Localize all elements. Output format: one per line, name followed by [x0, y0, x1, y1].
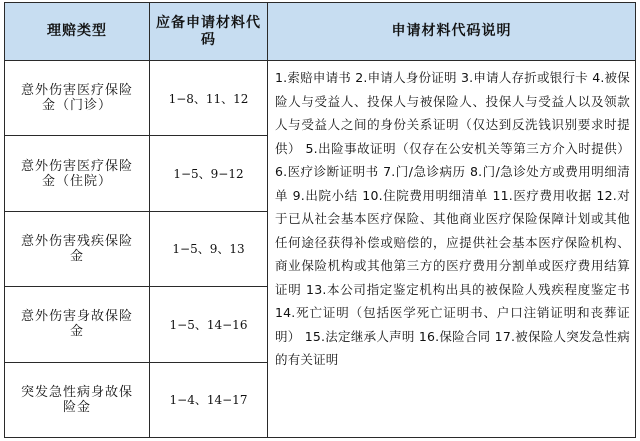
claim-type-cell: 意外伤害身故保险金 [5, 287, 150, 362]
material-code-description: 1.索赔申请书 2.申请人身份证明 3.申请人存折或银行卡 4.被保险人与受益人、投保人与被保险人、投保人与受益人以及领款人与受益人之间的身份关系证明（仅达到反洗钱识别要求时提供） 5.出险事故证明（仅存在公安机关等第三方介入时提供） 6.医疗诊断证明书 7.门/急诊病历 8.门/急诊处方或费用明细清单 9.出院小结 10.住院费用明细清单 11.医疗费用收据 12.对于已从社会基本医疗保险、其他商业医疗保险保障计划或其他任何途径获得补偿或赔偿的，应提供社会基本医疗保险机构、商业保险机构或其他第三方的医疗费用分割单或医疗费用结算证明 13.本公司指定鉴定机构出具的被保险人残疾程度鉴定书 14.死亡证明（包括医学死亡证明书、户口注销证明和丧葬证明） 15.法定继承人声明 16.保险合同 17.被保险人突发急性病的有关证明 [268, 61, 636, 438]
material-codes-cell: 1−4、14−17 [150, 362, 268, 438]
table-row [5, 61, 636, 136]
claim-type-cell: 意外伤害医疗保险金（门诊） [5, 61, 150, 136]
material-codes-cell: 1−5、9−12 [150, 136, 268, 211]
claim-type-cell: 突发急性病身故保险金 [5, 362, 150, 438]
claim-type-cell: 意外伤害医疗保险金（住院） [5, 136, 150, 211]
claim-materials-table [4, 2, 636, 438]
header-claim-type: 理赔类型 [5, 3, 150, 61]
header-code-description: 申请材料代码说明 [268, 3, 636, 61]
material-codes-cell: 1−5、14−16 [150, 287, 268, 362]
material-codes-cell: 1−5、9、13 [150, 211, 268, 286]
header-required-materials: 应备申请材料代码 [150, 3, 268, 61]
claim-type-cell: 意外伤害残疾保险金 [5, 211, 150, 286]
material-codes-cell: 1−8、11、12 [150, 61, 268, 136]
table-header-row [5, 3, 636, 61]
